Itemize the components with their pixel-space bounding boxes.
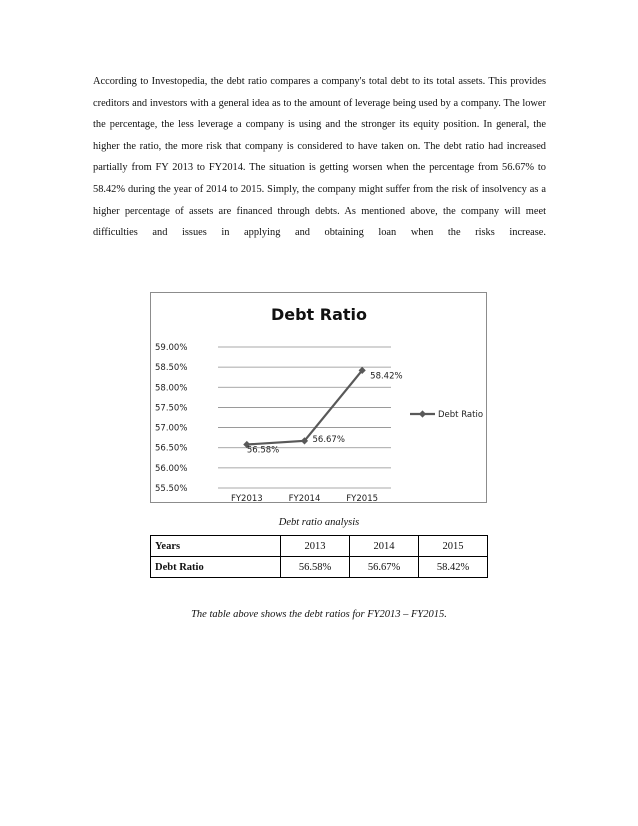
x-axis-ticks bbox=[231, 494, 378, 504]
y-tick-label: 57.00% bbox=[155, 423, 188, 434]
chart-gridlines bbox=[218, 347, 391, 488]
legend-marker bbox=[419, 410, 426, 417]
chart-title: Debt Ratio bbox=[270, 305, 368, 324]
table-value-cell: 56.58% bbox=[281, 557, 350, 578]
y-tick-label: 58.50% bbox=[155, 363, 188, 374]
body-paragraph: According to Investopedia, the debt ratio compares a company's total debt to its total assets. This provides creditors and investors with a general idea as to the amount of leverage being used by a company. The lower the percentage, the less leverage a company is using and the stronger its equity position. In general, the higher the ratio, the more risk that company is considered to have taken on. The debt ratio had increased partially from FY 2013 to FY2014. The situation is getting worsen when the percentage from 56.67% to 58.42% during the year of 2014 to 2015. Simply, the company might suffer from the risk of insolvency as a higher percentage of assets are financed through debts. As mentioned above, the company will meet difficulties and issues in applying and obtaining loan when the risks increase. bbox=[93, 76, 546, 239]
x-tick-label: FY2014 bbox=[288, 494, 321, 504]
table-year-cell: 2013 bbox=[281, 536, 350, 557]
figure-caption: Debt ratio analysis bbox=[278, 517, 360, 528]
table-note: The table above shows the debt ratios for FY2013 – FY2015. bbox=[191, 609, 447, 620]
y-tick-label: 58.00% bbox=[155, 383, 188, 394]
debt-ratio-table bbox=[150, 535, 488, 578]
table-row bbox=[151, 557, 488, 578]
data-label: 58.42% bbox=[370, 371, 403, 382]
y-axis-ticks bbox=[155, 343, 187, 494]
table-value-cell: 58.42% bbox=[419, 557, 488, 578]
legend-label: Debt Ratio bbox=[438, 410, 484, 420]
table-year-cell: 2014 bbox=[350, 536, 419, 557]
y-tick-label: 57.50% bbox=[155, 403, 188, 414]
table-header-row bbox=[151, 536, 488, 557]
debt-ratio-chart bbox=[150, 292, 487, 503]
table-value-cell: 56.67% bbox=[350, 557, 419, 578]
table-row-label: Debt Ratio bbox=[151, 557, 281, 578]
y-tick-label: 59.00% bbox=[155, 343, 188, 353]
table-year-cell: 2015 bbox=[419, 536, 488, 557]
y-tick-label: 56.50% bbox=[155, 443, 188, 454]
data-label: 56.67% bbox=[312, 434, 345, 445]
chart-series bbox=[243, 367, 402, 456]
table-header-label: Years bbox=[151, 536, 281, 557]
data-label: 56.58% bbox=[246, 445, 280, 456]
chart-canvas bbox=[151, 293, 488, 504]
x-tick-label: FY2015 bbox=[346, 494, 379, 504]
x-tick-label: FY2013 bbox=[230, 494, 263, 504]
y-tick-label: 55.50% bbox=[155, 484, 188, 494]
chart-legend bbox=[410, 410, 483, 420]
y-tick-label: 56.00% bbox=[155, 463, 188, 474]
